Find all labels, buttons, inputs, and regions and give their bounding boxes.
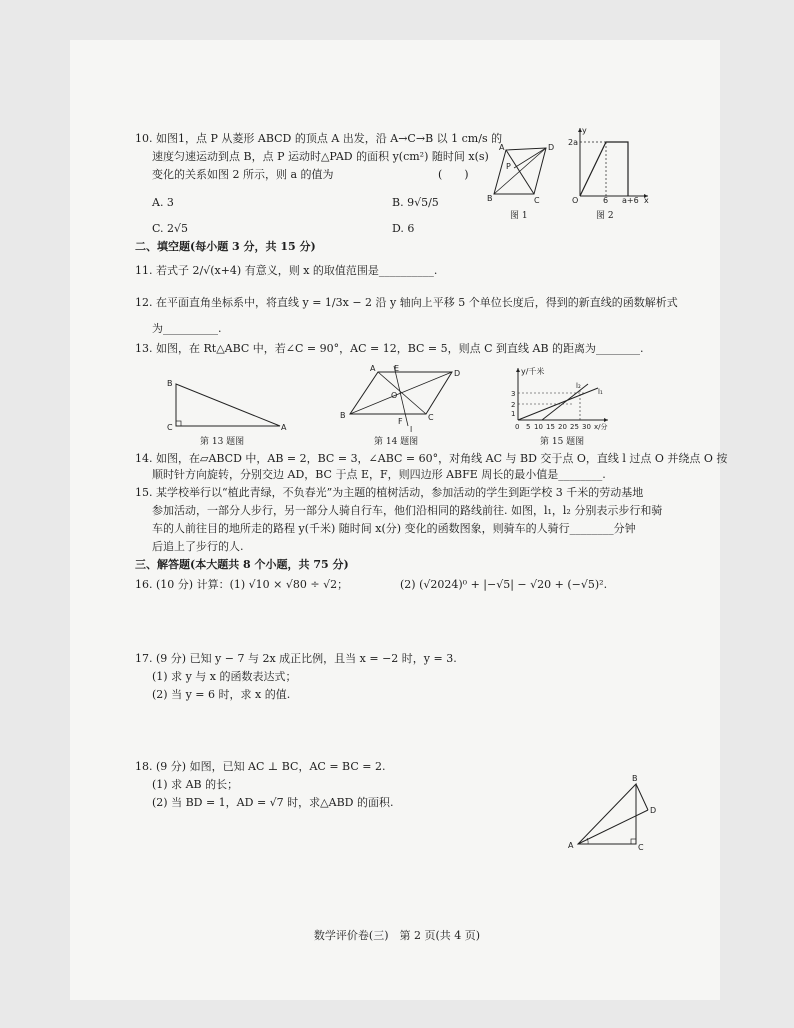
fig18-label-a: A (568, 841, 574, 850)
section3-heading: 三、解答题(本大题共 8 个小题，共 75 分) (135, 558, 349, 571)
fig2-tick-a6: a+6 (622, 196, 639, 204)
fig18-label-b: B (632, 774, 638, 783)
fig1-caption: 图 1 (510, 211, 528, 221)
fig1-label-a: A (499, 143, 505, 152)
q12-line2: 为__________. (152, 322, 222, 335)
fig15-ytick-3: 3 (511, 390, 516, 398)
q10-option-c: C. 2√5 (152, 222, 189, 235)
q15-line1: 15. 某学校举行以“植此青绿，不负春光”为主题的植树活动，参加活动的学生到距学校 3 千米的劳动基地 (135, 486, 644, 499)
q16-part2: (2) (√2024)⁰ + |−√5| − √20 + (−√5)². (400, 578, 608, 591)
fig2-caption: 图 2 (596, 211, 614, 221)
fig15-xtick-0: 0 (515, 423, 520, 431)
fig14-parallelogram (336, 362, 466, 434)
fig2-tick-6: 6 (603, 196, 609, 204)
fig15-ytick-2: 2 (511, 401, 516, 409)
q10-line3: 变化的关系如图 2 所示，则 a 的值为 (152, 168, 334, 181)
fig15-label-l1: l₁ (598, 388, 603, 396)
q11: 11. 若式子 2/√(x+4) 有意义，则 x 的取值范围是__________. (135, 264, 438, 277)
q17-line2: (1) 求 y 与 x 的函数表达式； (152, 670, 297, 683)
fig15-xtick-5: 5 (526, 423, 531, 431)
fig2-origin-label: O (572, 196, 579, 204)
q15-line4: 后追上了步行的人. (152, 540, 244, 553)
fig13-label-b: B (167, 379, 173, 388)
q15-line2: 参加活动，一部分人步行，另一部分人骑自行车，他们沿相同的路线前往. 如图，l₁，l₂ 分别表示步行和骑 (152, 504, 663, 517)
q14-line2: 顺时针方向旋转，分别交边 AD，BC 于点 E，F，则四边形 ABFE 周长的最小值是________. (152, 468, 606, 481)
page-footer: 数学评价卷(三) 第 2 页(共 4 页) (313, 929, 481, 942)
fig18-triangle (560, 770, 664, 852)
fig15-caption: 第 15 题图 (540, 437, 585, 447)
q16-part1: 16. (10 分) 计算：(1) √10 × √80 ÷ √2； (135, 578, 349, 591)
fig1-label-b: B (487, 194, 493, 203)
fig14-label-b: B (340, 411, 346, 420)
q10-option-a: A. 3 (152, 196, 174, 209)
fig1-label-d: D (548, 143, 555, 152)
fig14-label-c: C (428, 413, 434, 422)
fig13-caption: 第 13 题图 (200, 437, 245, 447)
q15-line3: 车的人前往目的地所走的路程 y(千米) 随时间 x(分) 变化的函数图象，则骑车的人骑行________分钟 (152, 522, 636, 535)
fig14-label-l: l (410, 425, 413, 434)
fig15-x-axis-label: x/分 (594, 423, 608, 431)
q13: 13. 如图，在 Rt△ABC 中，若∠C = 90°，AC = 12，BC = 5，则点 C 到直线 AB 的距离为________. (135, 342, 644, 355)
fig15-ytick-1: 1 (511, 410, 516, 418)
fig13-label-c: C (167, 423, 173, 432)
fig15-xtick-30: 30 (582, 423, 591, 431)
fig14-label-o: O (391, 391, 398, 400)
fig15-label-l2: l₂ (576, 382, 581, 390)
fig15-xtick-10: 10 (534, 423, 543, 431)
fig14-label-e: E (394, 364, 400, 373)
fig13-triangle (164, 376, 290, 432)
q10-bracket: ( ) (438, 168, 469, 181)
fig15-xtick-20: 20 (558, 423, 567, 431)
q18-line2: (1) 求 AB 的长； (152, 778, 239, 791)
fig13-label-a: A (281, 423, 287, 432)
fig2-2a-label: 2a (568, 138, 578, 147)
fig15-distance-time-graph (504, 364, 616, 432)
q18-line1: 18. (9 分) 如图，已知 AC ⊥ BC，AC = BC = 2. (135, 760, 386, 773)
q17-line3: (2) 当 y = 6 时，求 x 的值. (152, 688, 291, 701)
fig2-x-label: x (644, 196, 649, 204)
fig14-caption: 第 14 题图 (374, 437, 419, 447)
fig15-y-axis-label: y/千米 (521, 367, 545, 376)
q10-line1: 10. 如图1，点 P 从菱形 ABCD 的顶点 A 出发，沿 A→C→B 以 1 cm/s 的 (135, 132, 503, 145)
fig2-y-label: y (582, 126, 587, 135)
fig1-label-c: C (534, 196, 540, 204)
section2-heading: 二、填空题(每小题 3 分，共 15 分) (135, 240, 316, 253)
fig14-label-f: F (398, 417, 403, 426)
fig14-label-a: A (370, 364, 376, 373)
q17-line1: 17. (9 分) 已知 y − 7 与 2x 成正比例，且当 x = −2 时，y = 3. (135, 652, 457, 665)
fig18-label-d: D (650, 806, 657, 815)
q10-line2: 速度匀速运动到点 B，点 P 运动时△PAD 的面积 y(cm²) 随时间 x(s) (152, 150, 489, 163)
q18-line3: (2) 当 BD = 1，AD = √7 时，求△ABD 的面积. (152, 796, 394, 809)
q10-figure1-rhombus (486, 138, 562, 204)
q10-option-d: D. 6 (392, 222, 415, 235)
q12-line1: 12. 在平面直角坐标系中，将直线 y = 1/3x − 2 沿 y 轴向上平移 5 个单位长度后，得到的新直线的函数解析式 (135, 296, 678, 309)
fig14-label-d: D (454, 369, 461, 378)
q10-option-b: B. 9√5/5 (392, 196, 439, 209)
q14-line1: 14. 如图，在▱ABCD 中，AB = 2，BC = 3，∠ABC = 60°，对角线 AC 与 BD 交于点 O，直线 l 过点 O 并绕点 O 按 (135, 452, 728, 465)
fig15-xtick-15: 15 (546, 423, 555, 431)
fig15-xtick-25: 25 (570, 423, 579, 431)
fig1-label-p: P (506, 162, 511, 171)
q10-figure2-graph (566, 124, 652, 204)
fig18-label-c: C (638, 843, 644, 852)
